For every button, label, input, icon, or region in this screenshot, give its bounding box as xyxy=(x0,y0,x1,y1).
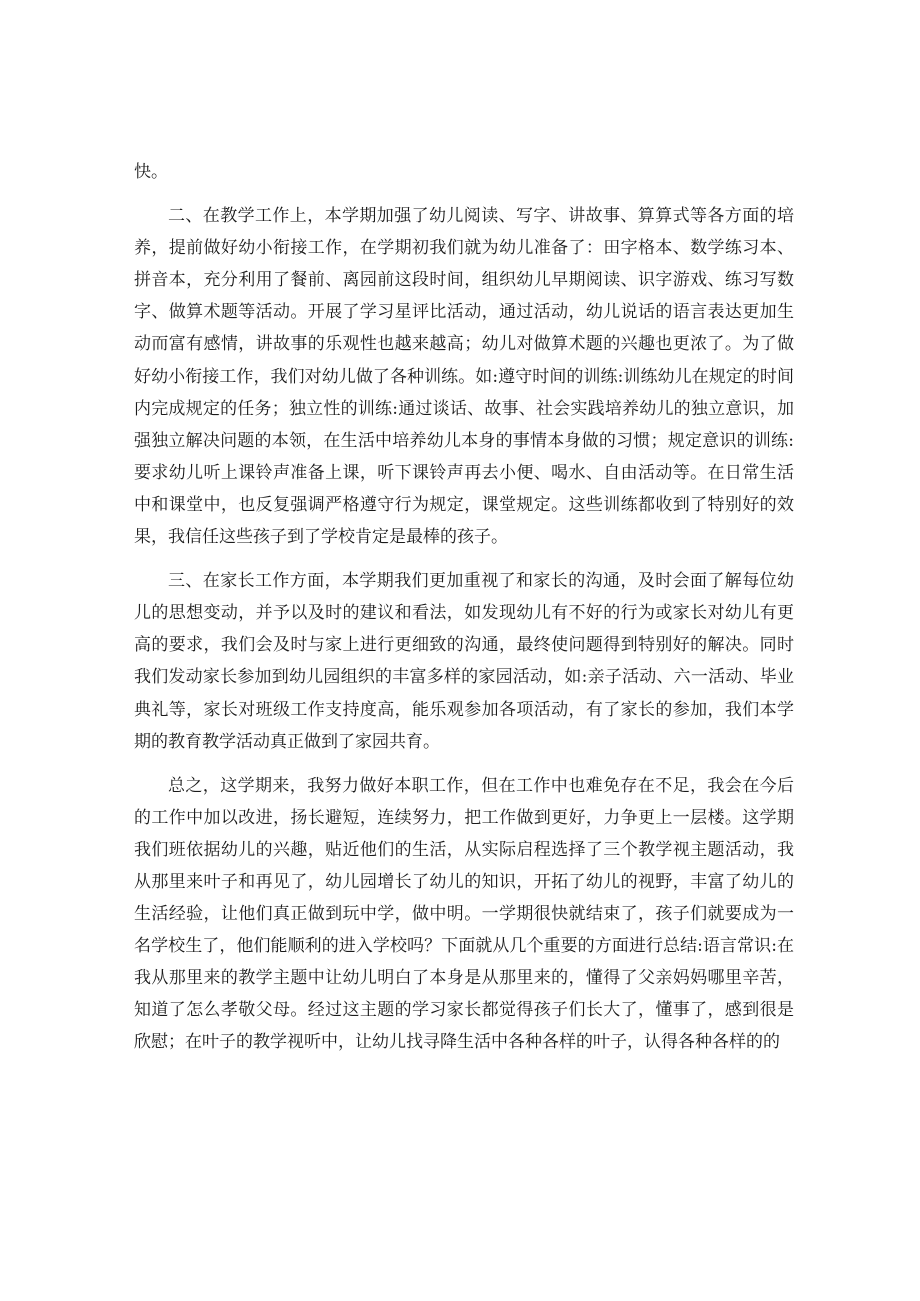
paragraph-teaching-work: 二、在教学工作上，本学期加强了幼儿阅读、写字、讲故事、算算式等各方面的培养，提前做好幼小衔接工作，在学期初我们就为幼儿准备了：田字格本、数学练习本、拼音本，充分利用了餐前、离园前这段时间，组织幼儿早期阅读、识字游戏、练习写数字、做算术题等活动。开展了学习星评比活动，通过活动，幼儿说话的语言表达更加生动而富有感情，讲故事的乐观性也越来越高；幼儿对做算术题的兴趣也更浓了。为了做好幼小衔接工作，我们对幼儿做了各种训练。如:遵守时间的训练:训练幼儿在规定的时间内完成规定的任务；独立性的训练:通过谈话、故事、社会实践培养幼儿的独立意识，加强独立解决问题的本领，在生活中培养幼儿本身的事情本身做的习惯；规定意识的训练:要求幼儿听上课铃声准备上课，听下课铃声再去小便、喝水、自由活动等。在日常生活中和课堂中，也反复强调严格遵守行为规定，课堂规定。这些训练都收到了特别好的效果，我信任这些孩子到了学校肯定是最棒的孩子。 xyxy=(134,206,794,548)
paragraph-continuation: 快。 xyxy=(134,162,168,182)
paragraph-parent-work: 三、在家长工作方面，本学期我们更加重视了和家长的沟通，及时会面了解每位幼儿的思想变动，并予以及时的建议和看法，如发现幼儿有不好的行为或家长对幼儿有更高的要求，我们会及时与家上进行更细致的沟通，最终使问题得到特别好的解决。同时我们发动家长参加到幼儿园组织的丰富多样的家园活动，如:亲子活动、六一活动、毕业典礼等，家长对班级工作支持度高，能乐观参加各项活动，有了家长的参加，我们本学期的教育教学活动真正做到了家园共育。 xyxy=(134,571,794,752)
paragraph-summary: 总之，这学期来，我努力做好本职工作，但在工作中也难免存在不足，我会在今后的工作中加以改进，扬长避短，连续努力，把工作做到更好，力争更上一层楼。这学期我们班依据幼儿的兴趣，贴近他们的生活，从实际启程选择了三个教学视主题活动，我从那里来叶子和再见了，幼儿园增长了幼儿的知识，开拓了幼儿的视野，丰富了幼儿的生活经验，让他们真正做到玩中学，做中明。一学期很快就结束了，孩子们就要成为一名学校生了，他们能顺利的进入学校吗？下面就从几个重要的方面进行总结:语言常识:在我从那里来的教学主题中让幼儿明白了本身是从那里来的，懂得了父亲妈妈哪里辛苦，知道了怎么孝敬父母。经过这主题的学习家长都觉得孩子们长大了，懂事了，感到很是欣慰；在叶子的教学视听中，让幼儿找寻降生活中各种各样的叶子，认得各种各样的的 xyxy=(134,775,794,1053)
document-body xyxy=(134,156,794,1071)
